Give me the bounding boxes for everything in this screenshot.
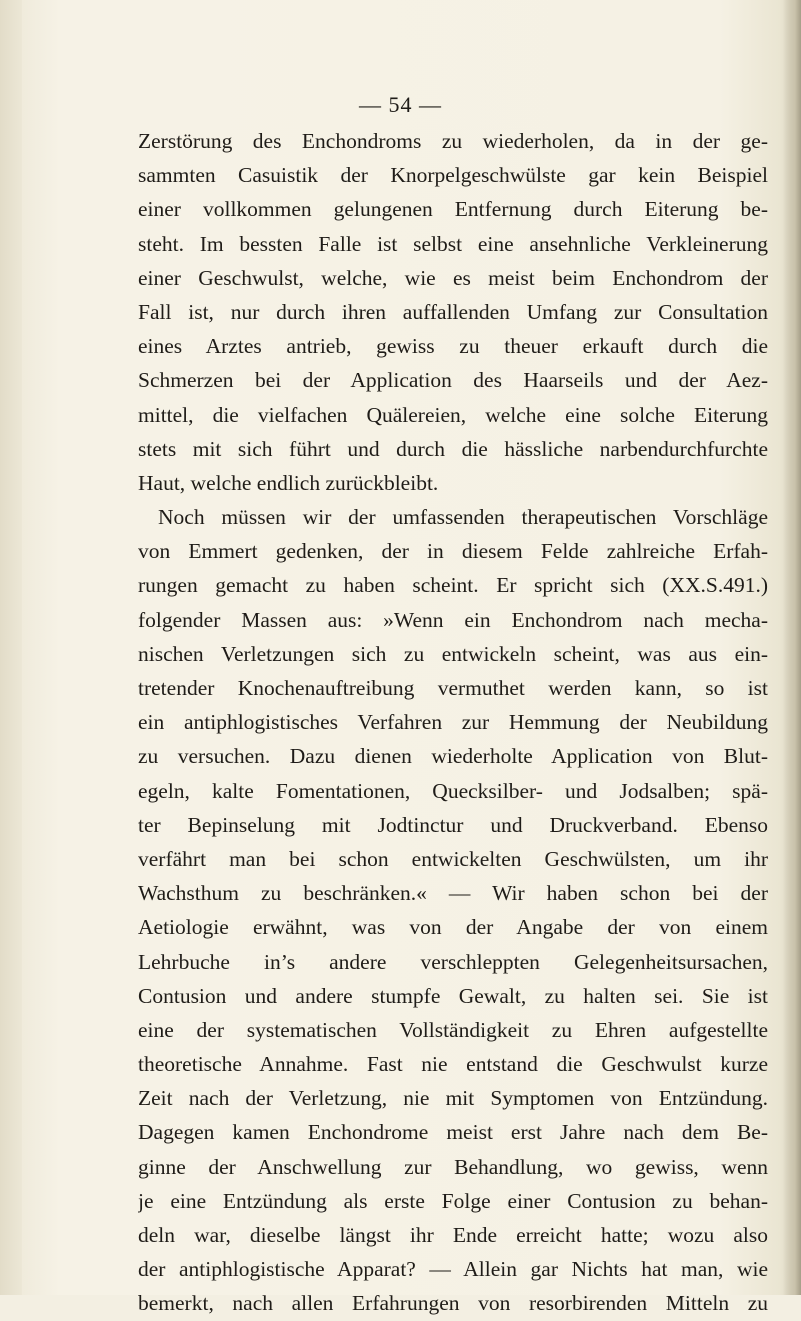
text-line: egeln, kalte Fomentationen, Quecksilber- und Jodsalben; spä- <box>138 778 768 803</box>
text-line: je eine Entzündung als erste Folge einer Contusion zu behan- <box>138 1188 768 1213</box>
text-line: Schmerzen bei der Application des Haarseils und der Aez- <box>138 368 768 393</box>
body-text <box>138 124 768 1321</box>
text-line: ein antiphlogistisches Verfahren zur Hemmung der Neubildung <box>138 710 768 735</box>
text-line: stets mit sich führt und durch die hässliche narbendurchfurchte <box>138 436 768 461</box>
text-line: deln war, dieselbe längst ihr Ende erreicht hatte; wozu also <box>138 1223 768 1247</box>
text-line: einer vollkommen gelungenen Entfernung durch Eiterung be- <box>138 197 768 222</box>
text-line: zu versuchen. Dazu dienen wiederholte Application von Blut- <box>138 744 768 769</box>
text-line: nischen Verletzungen sich zu entwickeln scheint, was aus ein- <box>138 641 768 666</box>
text-line: ginne der Anschwellung zur Behandlung, wo gewiss, wenn <box>138 1154 768 1179</box>
text-line: mittel, die vielfachen Quälereien, welche eine solche Eiterung <box>138 402 768 427</box>
text-line: Haut, welche endlich zurückbleibt. <box>138 470 439 495</box>
text-line: theoretische Annahme. Fast nie entstand die Geschwulst kurze <box>138 1052 768 1077</box>
text-line: tretender Knochenauftreibung vermuthet werden kann, so ist <box>138 676 768 700</box>
text-line: ter Bepinselung mit Jodtinctur und Druckverband. Ebenso <box>138 812 768 837</box>
text-line: Noch müssen wir der umfassenden therapeutischen Vorschläge <box>158 505 768 530</box>
page-number: — 54 — <box>359 92 442 117</box>
text-line: sammten Casuistik der Knorpelgeschwülste gar kein Beispiel <box>138 163 768 188</box>
page-edge-shadow <box>783 0 801 1295</box>
text-line: steht. Im bessten Falle ist selbst eine ansehnliche Verkleinerung <box>138 231 768 256</box>
text-line: bemerkt, nach allen Erfahrungen von resorbirenden Mitteln zu <box>138 1291 768 1316</box>
text-line: eine der systematischen Vollständigkeit zu Ehren aufgestellte <box>138 1017 768 1042</box>
text-line: Wachsthum zu beschränken.« — Wir haben schon bei der <box>138 881 768 906</box>
text-line: Zeit nach der Verletzung, nie mit Symptomen von Entzündung. <box>138 1086 768 1111</box>
text-line: Contusion und andere stumpfe Gewalt, zu halten sei. Sie ist <box>138 983 768 1008</box>
text-line: rungen gemacht zu haben scheint. Er spricht sich (XX.S.491.) <box>138 573 768 598</box>
text-line: der antiphlogistische Apparat? — Allein gar Nichts hat man, wie <box>138 1257 768 1282</box>
text-line: einer Geschwulst, welche, wie es meist beim Enchondrom der <box>138 265 768 290</box>
text-line: folgender Massen aus: »Wenn ein Enchondrom nach mecha- <box>138 607 768 632</box>
text-line: von Emmert gedenken, der in diesem Felde zahlreiche Erfah- <box>138 539 768 564</box>
text-line: Fall ist, nur durch ihren auffallenden Umfang zur Consultation <box>138 299 768 324</box>
text-line: eines Arztes antrieb, gewiss zu theuer erkauft durch die <box>138 334 768 359</box>
text-line: verfährt man bei schon entwickelten Geschwülsten, um ihr <box>138 846 768 871</box>
text-line: Dagegen kamen Enchondrome meist erst Jahre nach dem Be- <box>138 1120 768 1145</box>
binding-gutter <box>0 0 22 1295</box>
text-line: Zerstörung des Enchondroms zu wiederholen, da in der ge- <box>138 129 768 153</box>
text-line: Aetiologie erwähnt, was von der Angabe der von einem <box>138 915 768 940</box>
text-line: Lehrbuche in’s andere verschleppten Gelegenheitsursachen, <box>138 949 768 974</box>
